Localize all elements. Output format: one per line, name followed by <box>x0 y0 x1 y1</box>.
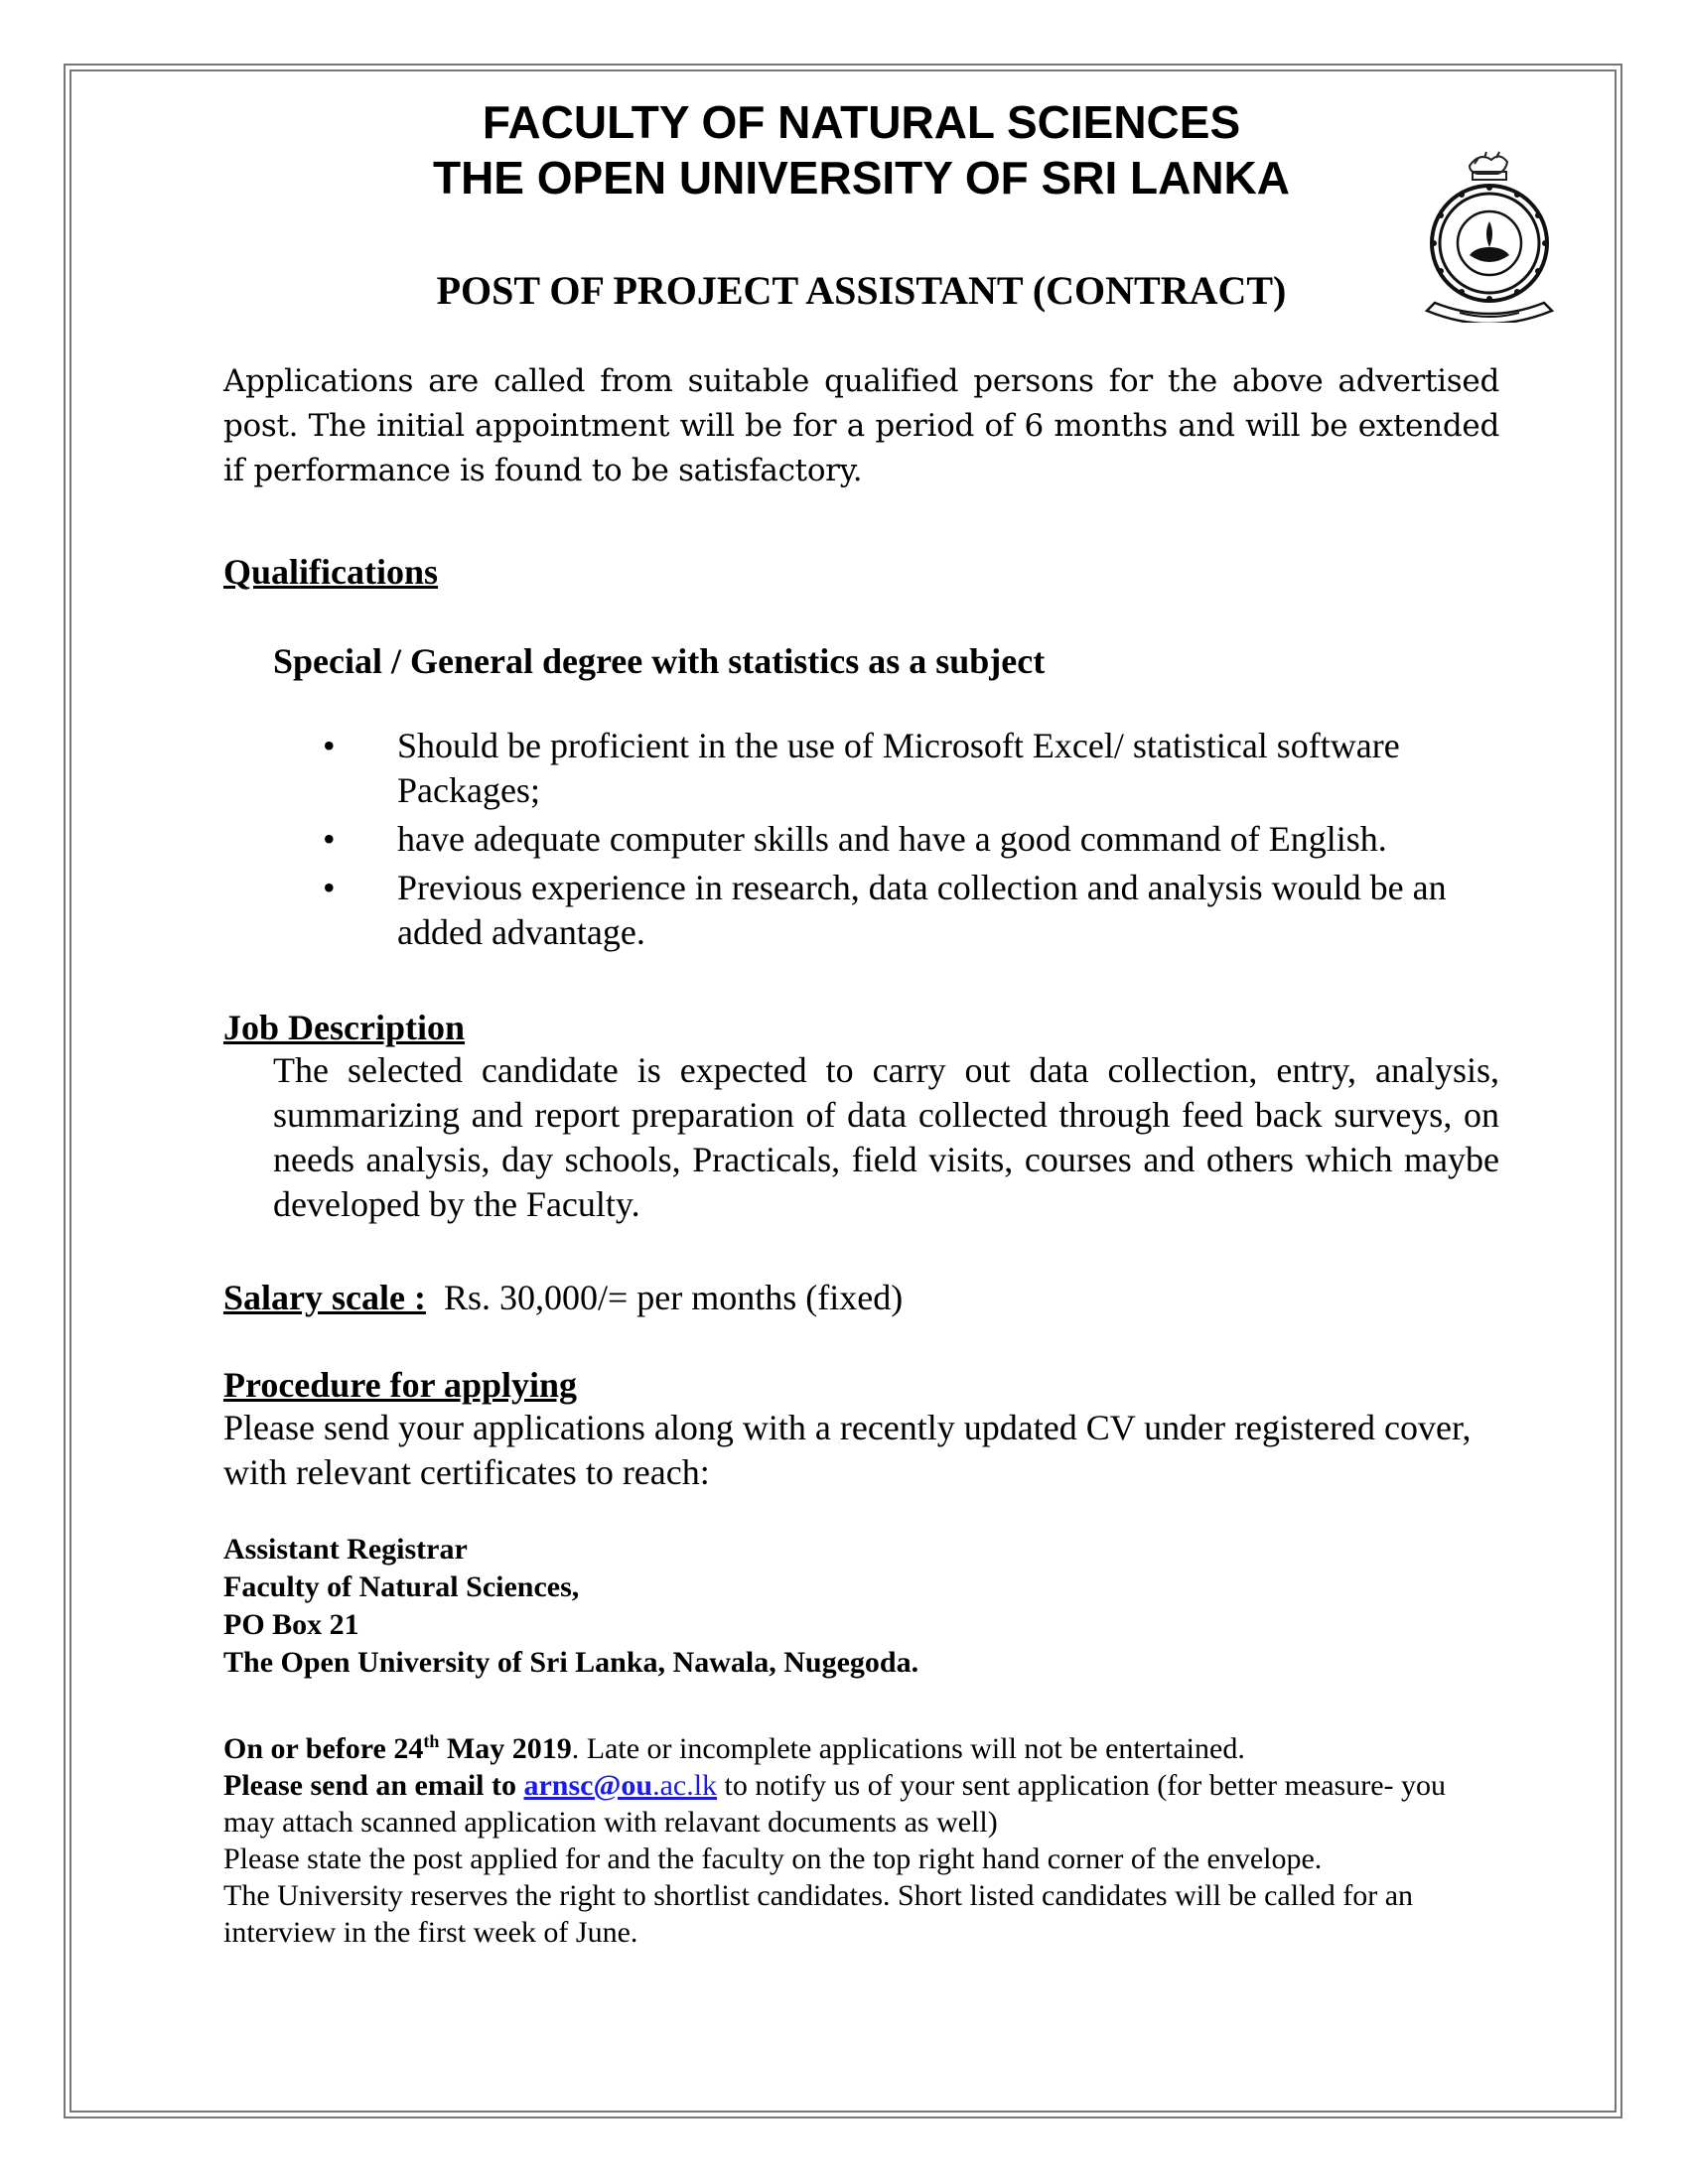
list-item <box>223 724 1499 813</box>
faculty-title: FACULTY OF NATURAL SCIENCES <box>482 96 1241 148</box>
address-line: Assistant Registrar <box>223 1533 468 1566</box>
deadline-prefix: On or before 24 <box>223 1732 424 1765</box>
address-line: PO Box 21 <box>223 1608 359 1641</box>
application-notes <box>223 1723 1499 1951</box>
degree-requirement: Special / General degree with statistics as a subject <box>273 641 1046 681</box>
list-item <box>223 817 1499 862</box>
university-crest-icon <box>1415 144 1564 323</box>
deadline-note <box>223 1723 1499 1767</box>
email-link[interactable] <box>523 1769 717 1802</box>
salary-value: Rs. 30,000/= per months (fixed) <box>443 1278 904 1317</box>
procedure-heading: Procedure for applying <box>223 1365 578 1405</box>
salary-line <box>223 1277 1499 1318</box>
bullet-icon: • <box>323 819 336 859</box>
list-item-text: Should be proficient in the use of Microsoft Excel/ statistical software Packages; <box>397 726 1400 810</box>
job-description-text: The selected candidate is expected to carry out data collection, entry, analysis, summarizing and report preparation of data collected through feed back surveys, on needs analysis, day schools, Practicals, field visits, courses and others which maybe developed by the Faculty. <box>273 1050 1499 1224</box>
email-domain: .ac.lk <box>652 1769 718 1802</box>
qualifications-heading: Qualifications <box>223 552 439 592</box>
document-page <box>223 94 1499 1951</box>
post-title: POST OF PROJECT ASSISTANT (CONTRACT) <box>436 268 1287 313</box>
email-user: arnsc@ou <box>523 1769 653 1802</box>
email-note <box>223 1767 1499 1841</box>
list-item <box>223 866 1499 955</box>
list-item-text: Previous experience in research, data collection and analysis would be an added advantage. <box>397 868 1447 952</box>
list-item-text: have adequate computer skills and have a good command of English. <box>397 819 1387 859</box>
address-line: The Open University of Sri Lanka, Nawala, Nugegoda. <box>223 1646 919 1679</box>
address-line: Faculty of Natural Sciences, <box>223 1570 580 1603</box>
qualification-list <box>223 724 1499 955</box>
salary-label: Salary scale : <box>223 1278 426 1317</box>
procedure-text: Please send your applications along with a recently updated CV under registered cover, with relevant certificates to reach: <box>223 1408 1472 1492</box>
email-prefix: Please send an email to <box>223 1769 524 1802</box>
deadline-sup: th <box>423 1731 440 1751</box>
job-description-heading: Job Description <box>223 1008 465 1047</box>
university-title: THE OPEN UNIVERSITY OF SRI LANKA <box>432 152 1291 204</box>
bullet-icon: • <box>323 868 336 907</box>
intro-paragraph: Applications are called from suitable qualified persons for the above advertised post. The initial appointment will be for a period of 6 months and will be extended if performance is found to be satisfactory. <box>223 363 1499 488</box>
bullet-icon: • <box>323 726 336 765</box>
email-rest: to notify us of your sent application (for better measure- you may attach scanned application with relavant documents as well) <box>223 1769 1447 1839</box>
deadline-rest: . Late or incomplete applications will not be entertained. <box>571 1732 1245 1765</box>
envelope-note: Please state the post applied for and the faculty on the top right hand corner of the envelope. <box>223 1843 1323 1875</box>
deadline-suffix: May 2019 <box>439 1732 572 1765</box>
shortlist-note: The University reserves the right to shortlist candidates. Short listed candidates will be called for an interview in the first week of June. <box>223 1879 1414 1949</box>
mailing-address <box>223 1531 1499 1682</box>
